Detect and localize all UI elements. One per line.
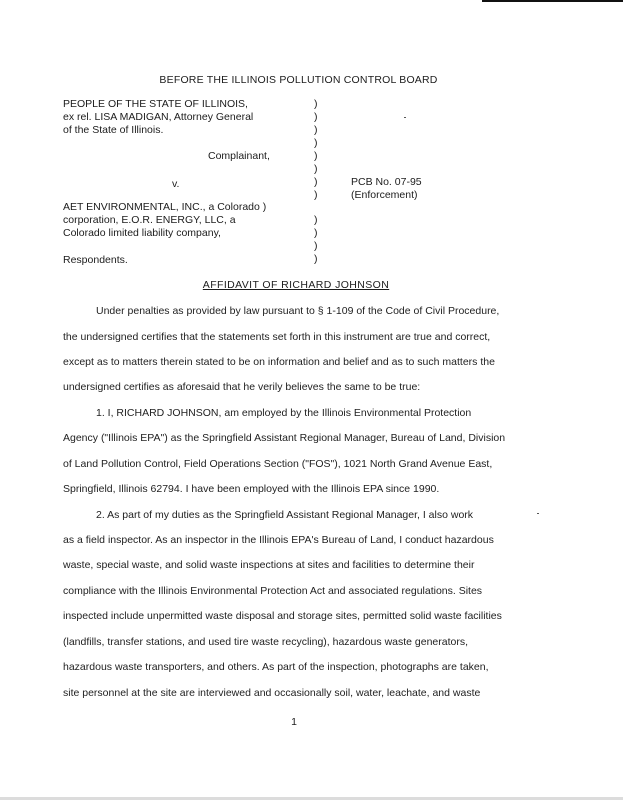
body-line: except as to matters therein stated to be on information and belief and as to such matters the bbox=[63, 356, 495, 368]
board-heading: BEFORE THE ILLINOIS POLLUTION CONTROL BOARD bbox=[159, 74, 438, 86]
body-line: Under penalties as provided by law pursuant to § 1-109 of the Code of Civil Procedure, bbox=[96, 305, 500, 317]
complainant-label: Complainant, bbox=[208, 150, 270, 162]
body-line: waste, special waste, and solid waste inspections at sites and facilities to determine their bbox=[63, 559, 475, 571]
case-type: (Enforcement) bbox=[351, 189, 418, 201]
respondents-label: Respondents. bbox=[63, 254, 128, 266]
body-line: hazardous waste transporters, and others. As part of the inspection, photographs are taken, bbox=[63, 661, 489, 673]
body-line: 2. As part of my duties as the Springfield Assistant Regional Manager, I also work bbox=[96, 509, 474, 521]
affidavit-title: AFFIDAVIT OF RICHARD JOHNSON bbox=[202, 279, 390, 291]
body-line: Springfield, Illinois 62794. I have been employed with the Illinois EPA since 1990. bbox=[63, 483, 440, 495]
body-line: Agency ("Illinois EPA") as the Springfield Assistant Regional Manager, Bureau of Land, Division bbox=[63, 432, 506, 444]
body-line: 1. I, RICHARD JOHNSON, am employed by the Illinois Environmental Protection bbox=[96, 407, 472, 419]
scan-speck bbox=[404, 117, 406, 118]
body-line: of Land Pollution Control, Field Operations Section ("FOS"), 1021 North Grand Avenue East, bbox=[63, 458, 493, 470]
affidavit-page: BEFORE THE ILLINOIS POLLUTION CONTROL BOARD PEOPLE OF THE STATE OF ILLINOIS, ex rel. LISA MADIGAN, Attorney General of the State of Illinois. Complainant, v. AET ENVIRONMENTAL, INC., a Colorado ) corporation, E.O.R. ENERGY, LLC, a Colorado limited liability company, Respondents. PCB No. 07-95 (Enforcement) ) ) ) ) ) ) ) ) ) ) ) ) AFFIDAVIT OF RICHARD JOHNSON Under penalties as provided by law pursuant to § 1-109 of the Code of Civil Procedure, the undersigned certifies that the statements set forth in this instrument are true and correct, except as to matters therein stated to be on information and belief and as to such matters the undersigned certifies as aforesaid that he verily believes the same to be true: 1. I, RICHARD JOHNSON, am employed by the Illinois Environmental Protection Agency ("Illinois EPA") as the Springfield Assistant Regional Manager, Bureau of Land, Division of Land Pollution Control, Field Operations Section ("FOS"), 1021 North Grand Avenue East, Springfield, Illinois 62794. I have been employed with the Illinois EPA since 1990. 2. As part of my duties as the Springfield Assistant Regional Manager, I also work as a field inspector. As an inspector in the Illinois EPA's Bureau of Land, I conduct hazardous waste, special waste, and solid waste inspections at sites and facilities to determine their compliance with the Illinois Environmental Protection Act and associated regulations. Sites inspected include unpermitted waste disposal and storage sites, permitted solid waste facilities (landfills, transfer stations, and used tire waste recycling), hazardous waste generators, hazardous waste transporters, and others. As part of the inspection, photographs are taken, site personnel at the site are interviewed and occasionally soil, water, leachate, and waste 1 bbox=[0, 0, 623, 800]
body-line: compliance with the Illinois Environmental Protection Act and associated regulations. Sites bbox=[63, 585, 483, 597]
body-line: (landfills, transfer stations, and used tire waste recycling), hazardous waste generators, bbox=[63, 636, 469, 648]
plaintiff-line: PEOPLE OF THE STATE OF ILLINOIS, bbox=[63, 98, 248, 110]
defendant-line: Colorado limited liability company, bbox=[63, 227, 221, 239]
body-line: site personnel at the site are interviewed and occasionally soil, water, leachate, and waste bbox=[63, 687, 481, 699]
plaintiff-line: of the State of Illinois. bbox=[63, 124, 164, 136]
defendant-line: corporation, E.O.R. ENERGY, LLC, a bbox=[63, 214, 236, 226]
body-line: undersigned certifies as aforesaid that he verily believes the same to be true: bbox=[63, 381, 421, 393]
defendant-line: AET ENVIRONMENTAL, INC., a Colorado ) bbox=[63, 201, 267, 213]
page-number: 1 bbox=[291, 716, 297, 728]
versus-label: v. bbox=[172, 178, 180, 190]
scan-speck bbox=[537, 513, 539, 514]
body-line: as a field inspector. As an inspector in the Illinois EPA's Bureau of Land, I conduct hazardous bbox=[63, 534, 494, 546]
case-number: PCB No. 07-95 bbox=[351, 176, 422, 188]
body-line: the undersigned certifies that the statements set forth in this instrument are true and correct, bbox=[63, 331, 491, 343]
body-line: inspected include unpermitted waste disposal and storage sites, permitted solid waste facilities bbox=[63, 610, 502, 622]
plaintiff-line: ex rel. LISA MADIGAN, Attorney General bbox=[63, 111, 254, 123]
scan-edge-mark bbox=[482, 0, 623, 2]
